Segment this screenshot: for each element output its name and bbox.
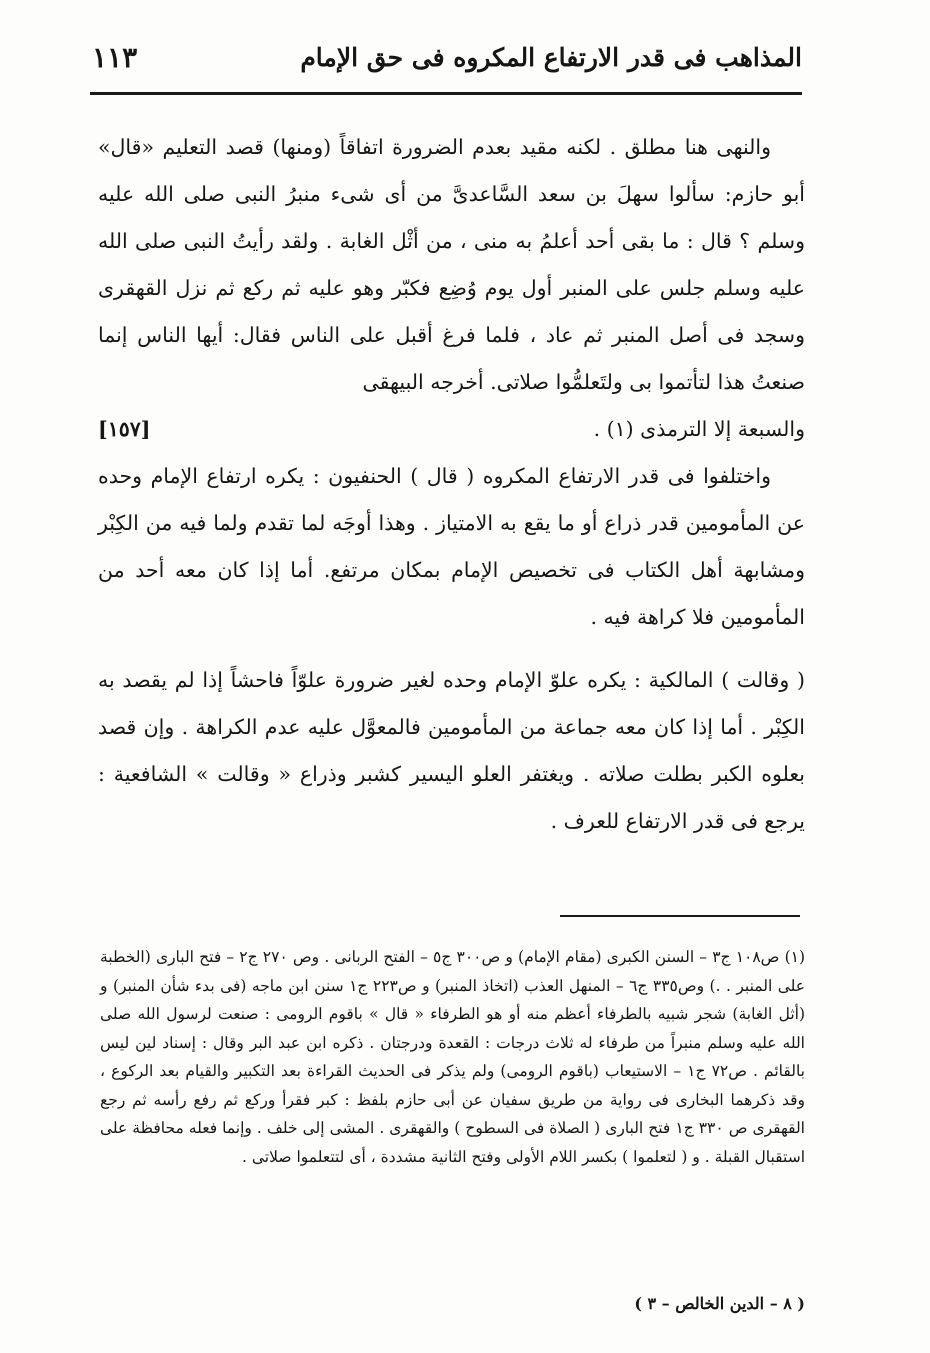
paragraph-hadith bbox=[98, 124, 805, 406]
paragraph-hadith-closing: والسبعة إلا الترمذى (١) . bbox=[593, 417, 805, 441]
paragraph-maliki: ( وقالت ) المالكية : يكره علوّ الإمام وحده لغير ضرورة علوّاً فاحشاً إذا لم يقصد به الكِبْر . أما إذا كان معه جماعة من المأمومين فالمعوَّل عليه عدم الكراهة . وإن قصد بعلوه الكبر بطلت صلاته . ويغتفر العلو اليسير كشبر وذراع « وقالت » الشافعية : يرجع فى قدر الارتفاع للعرف . bbox=[98, 668, 805, 833]
main-text bbox=[98, 124, 805, 845]
signature-mark: ( ٨ – الدين الخالص – ٣ ) bbox=[634, 1294, 805, 1313]
footnote-rule bbox=[560, 915, 800, 917]
header-rule bbox=[90, 92, 802, 95]
page-number: ١١٣ bbox=[92, 40, 138, 74]
footnotes bbox=[100, 943, 805, 1171]
hadith-number: [١٥٧] bbox=[98, 417, 151, 441]
running-title: المذاهب فى قدر الارتفاع المكروه فى حق الإمام bbox=[300, 42, 802, 72]
paragraph-hanafi: واختلفوا فى قدر الارتفاع المكروه ( قال ) الحنفيون : يكره ارتفاع الإمام وحده عن المأمومين قدر ذراع أو ما يقع به الامتياز . وهذا أوجَه لما تقدم ولما فيه من الكِبْر ومشابهة أهل الكتاب فى تخصيص الإمام بمكان مرتفع. أما إذا كان معه أحد من المأمومين فلا كراهة فيه . bbox=[98, 464, 805, 629]
page-header bbox=[92, 34, 802, 80]
footnote-1: (١) ص١٠٨ ج٣ – السنن الكبرى (مقام الإمام) و ص٣٠٠ ج٥ – الفتح الربانى . وص ٢٧٠ ج٢ – فتح البارى (الخطبة على المنبر . .) وص٣٣٥ ج٦ – المنهل العذب (اتخاذ المنبر) و ص٢٢٣ ج١ سنن ابن ماجه (فى بدء شأن المنبر) و (أثل الغابة) شجر شبيه بالطرفاء أعظم منه أو هو الطرفاء « قال » باقوم الرومى : صنعت لرسول الله صلى الله عليه وسلم منبراً من طرفاء له ثلاث درجات : القعدة ودرجتان . ذكره ابن عبد البر وقال : إسناد لين ليس بالقائم . ص٧٢ ج١ – الاستيعاب (باقوم الرومى) ولم يذكر فى الحديث القراءة بعد التكبير والقيام بعد الركوع ، وقد ذكرهما البخارى فى رواية من طريق سفيان عن أبى حازم بلفظ : كبر فقرأ وركع ثم رفع رأسه ثم رجع القهقرى ص ٣٣٠ ج١ فتح البارى ( الصلاة فى السطوح ) والقهقرى . المشى إلى خلف . وإنما فعله محافظة على استقبال القبلة . و ( لتعلموا ) بكسر اللام الأولى وفتح الثانية مشددة ، أى لتتعلموا صلاتى . bbox=[100, 948, 806, 1166]
paragraph-hadith-text: والنهى هنا مطلق . لكنه مقيد بعدم الضرورة اتفاقاً (ومنها) قصد التعليم «قال» أبو حازم: سألوا سهلَ بن سعد السَّاعدىَّ من أى شىء منبرُ النبى صلى الله عليه وسلم ؟ قال : ما بقى أحد أعلمُ به منى ، من أثْل الغابة . ولقد رأيتُ النبى صلى الله عليه وسلم جلس على المنبر أول يوم وُضِع فكبّر وهو عليه ثم ركع ثم نزل القهقرى وسجد فى أصل المنبر ثم عاد ، فلما فرغ أقبل على الناس فقال: أيها الناس إنما صنعتُ هذا لتأتموا بى ولتَعلمُّوا صلاتى. أخرجه البيهقى bbox=[98, 135, 805, 394]
paragraph-hadith-last-line bbox=[98, 406, 805, 453]
